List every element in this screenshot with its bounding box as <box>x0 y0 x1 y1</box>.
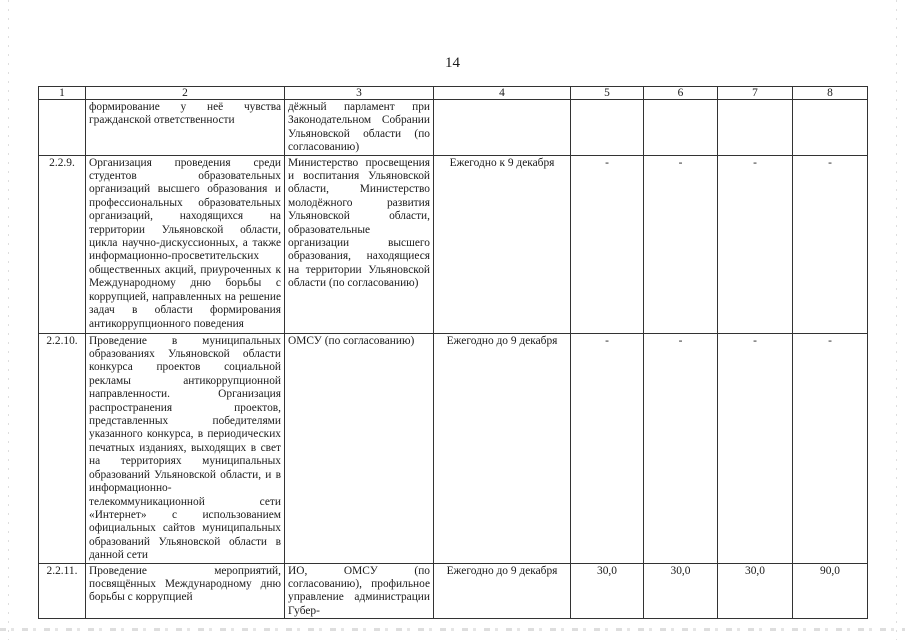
column-number: 5 <box>571 87 644 100</box>
funding-value: 30,0 <box>571 563 644 619</box>
column-number: 1 <box>39 87 86 100</box>
column-number: 6 <box>644 87 718 100</box>
funding-value <box>644 100 718 156</box>
activity-description: Организация проведения среди студентов образовательных организаций высшего образования и профессиональных образовательных организаций, находящихся на территории Ульяновской области, цикла научно-дискуссионных, а также информационно-просветительских общественных акций, приуроченных к Международному дню борьбы с коррупцией, направленных на решение задач в области формирования антикоррупционного поведения <box>86 155 285 333</box>
deadline: Ежегодно до 9 декабря <box>434 563 571 619</box>
funding-value <box>793 100 868 156</box>
funding-value: 90,0 <box>793 563 868 619</box>
funding-value: - <box>793 155 868 333</box>
funding-value: - <box>718 155 793 333</box>
responsible-executors: Министерство просвещения и воспитания Ульяновской области, Министерство молодёжного развития Ульяновской области, образовательные организации высшего образования, находящиеся на территории Ульяновской области (по согласованию) <box>285 155 434 333</box>
funding-value: - <box>644 333 718 563</box>
page-number: 14 <box>445 55 460 71</box>
table-row <box>39 155 868 333</box>
deadline: Ежегодно до 9 декабря <box>434 333 571 563</box>
column-number: 2 <box>86 87 285 100</box>
item-number: 2.2.9. <box>39 155 86 333</box>
item-number: 2.2.11. <box>39 563 86 619</box>
deadline: Ежегодно к 9 декабря <box>434 155 571 333</box>
funding-value: - <box>793 333 868 563</box>
right-margin-marks <box>896 0 897 640</box>
funding-value: 30,0 <box>718 563 793 619</box>
table-row <box>39 100 868 156</box>
column-number: 8 <box>793 87 868 100</box>
table-row <box>39 563 868 619</box>
item-number: 2.2.10. <box>39 333 86 563</box>
funding-value: - <box>571 155 644 333</box>
funding-value <box>571 100 644 156</box>
funding-value: - <box>718 333 793 563</box>
activity-description: Проведение в муниципальных образованиях Ульяновской области конкурса проектов социальной рекламы антикоррупционной направленности. Организация распространения проектов, представленных победителями указанного конкурса, в периодических печатных изданиях, выходящих в свет на территориях муниципальных образований Ульяновской области, и в информационно-телекоммуникационной сети «Интернет» с использованием официальных сайтов муниципальных образований Ульяновской области в данной сети <box>86 333 285 563</box>
activity-description: формирование у неё чувства гражданской ответственности <box>86 100 285 156</box>
funding-value: - <box>571 333 644 563</box>
column-number: 4 <box>434 87 571 100</box>
funding-value: - <box>644 155 718 333</box>
responsible-executors: дёжный парламент при Законодательном Собрании Ульяновской области (по согласованию) <box>285 100 434 156</box>
table-row <box>39 333 868 563</box>
activity-plan-table <box>38 86 868 619</box>
deadline <box>434 100 571 156</box>
column-number: 3 <box>285 87 434 100</box>
column-number-row <box>39 87 868 100</box>
responsible-executors: ОМСУ (по согласованию) <box>285 333 434 563</box>
funding-value <box>718 100 793 156</box>
column-number: 7 <box>718 87 793 100</box>
item-number <box>39 100 86 156</box>
funding-value: 30,0 <box>644 563 718 619</box>
scan-artifact-strip <box>0 628 905 631</box>
activity-description: Проведение мероприятий, посвящённых Международному дню борьбы с коррупцией <box>86 563 285 619</box>
left-margin-marks <box>8 0 9 640</box>
responsible-executors: ИО, ОМСУ (по согласованию), профильное управление администрации Губер- <box>285 563 434 619</box>
